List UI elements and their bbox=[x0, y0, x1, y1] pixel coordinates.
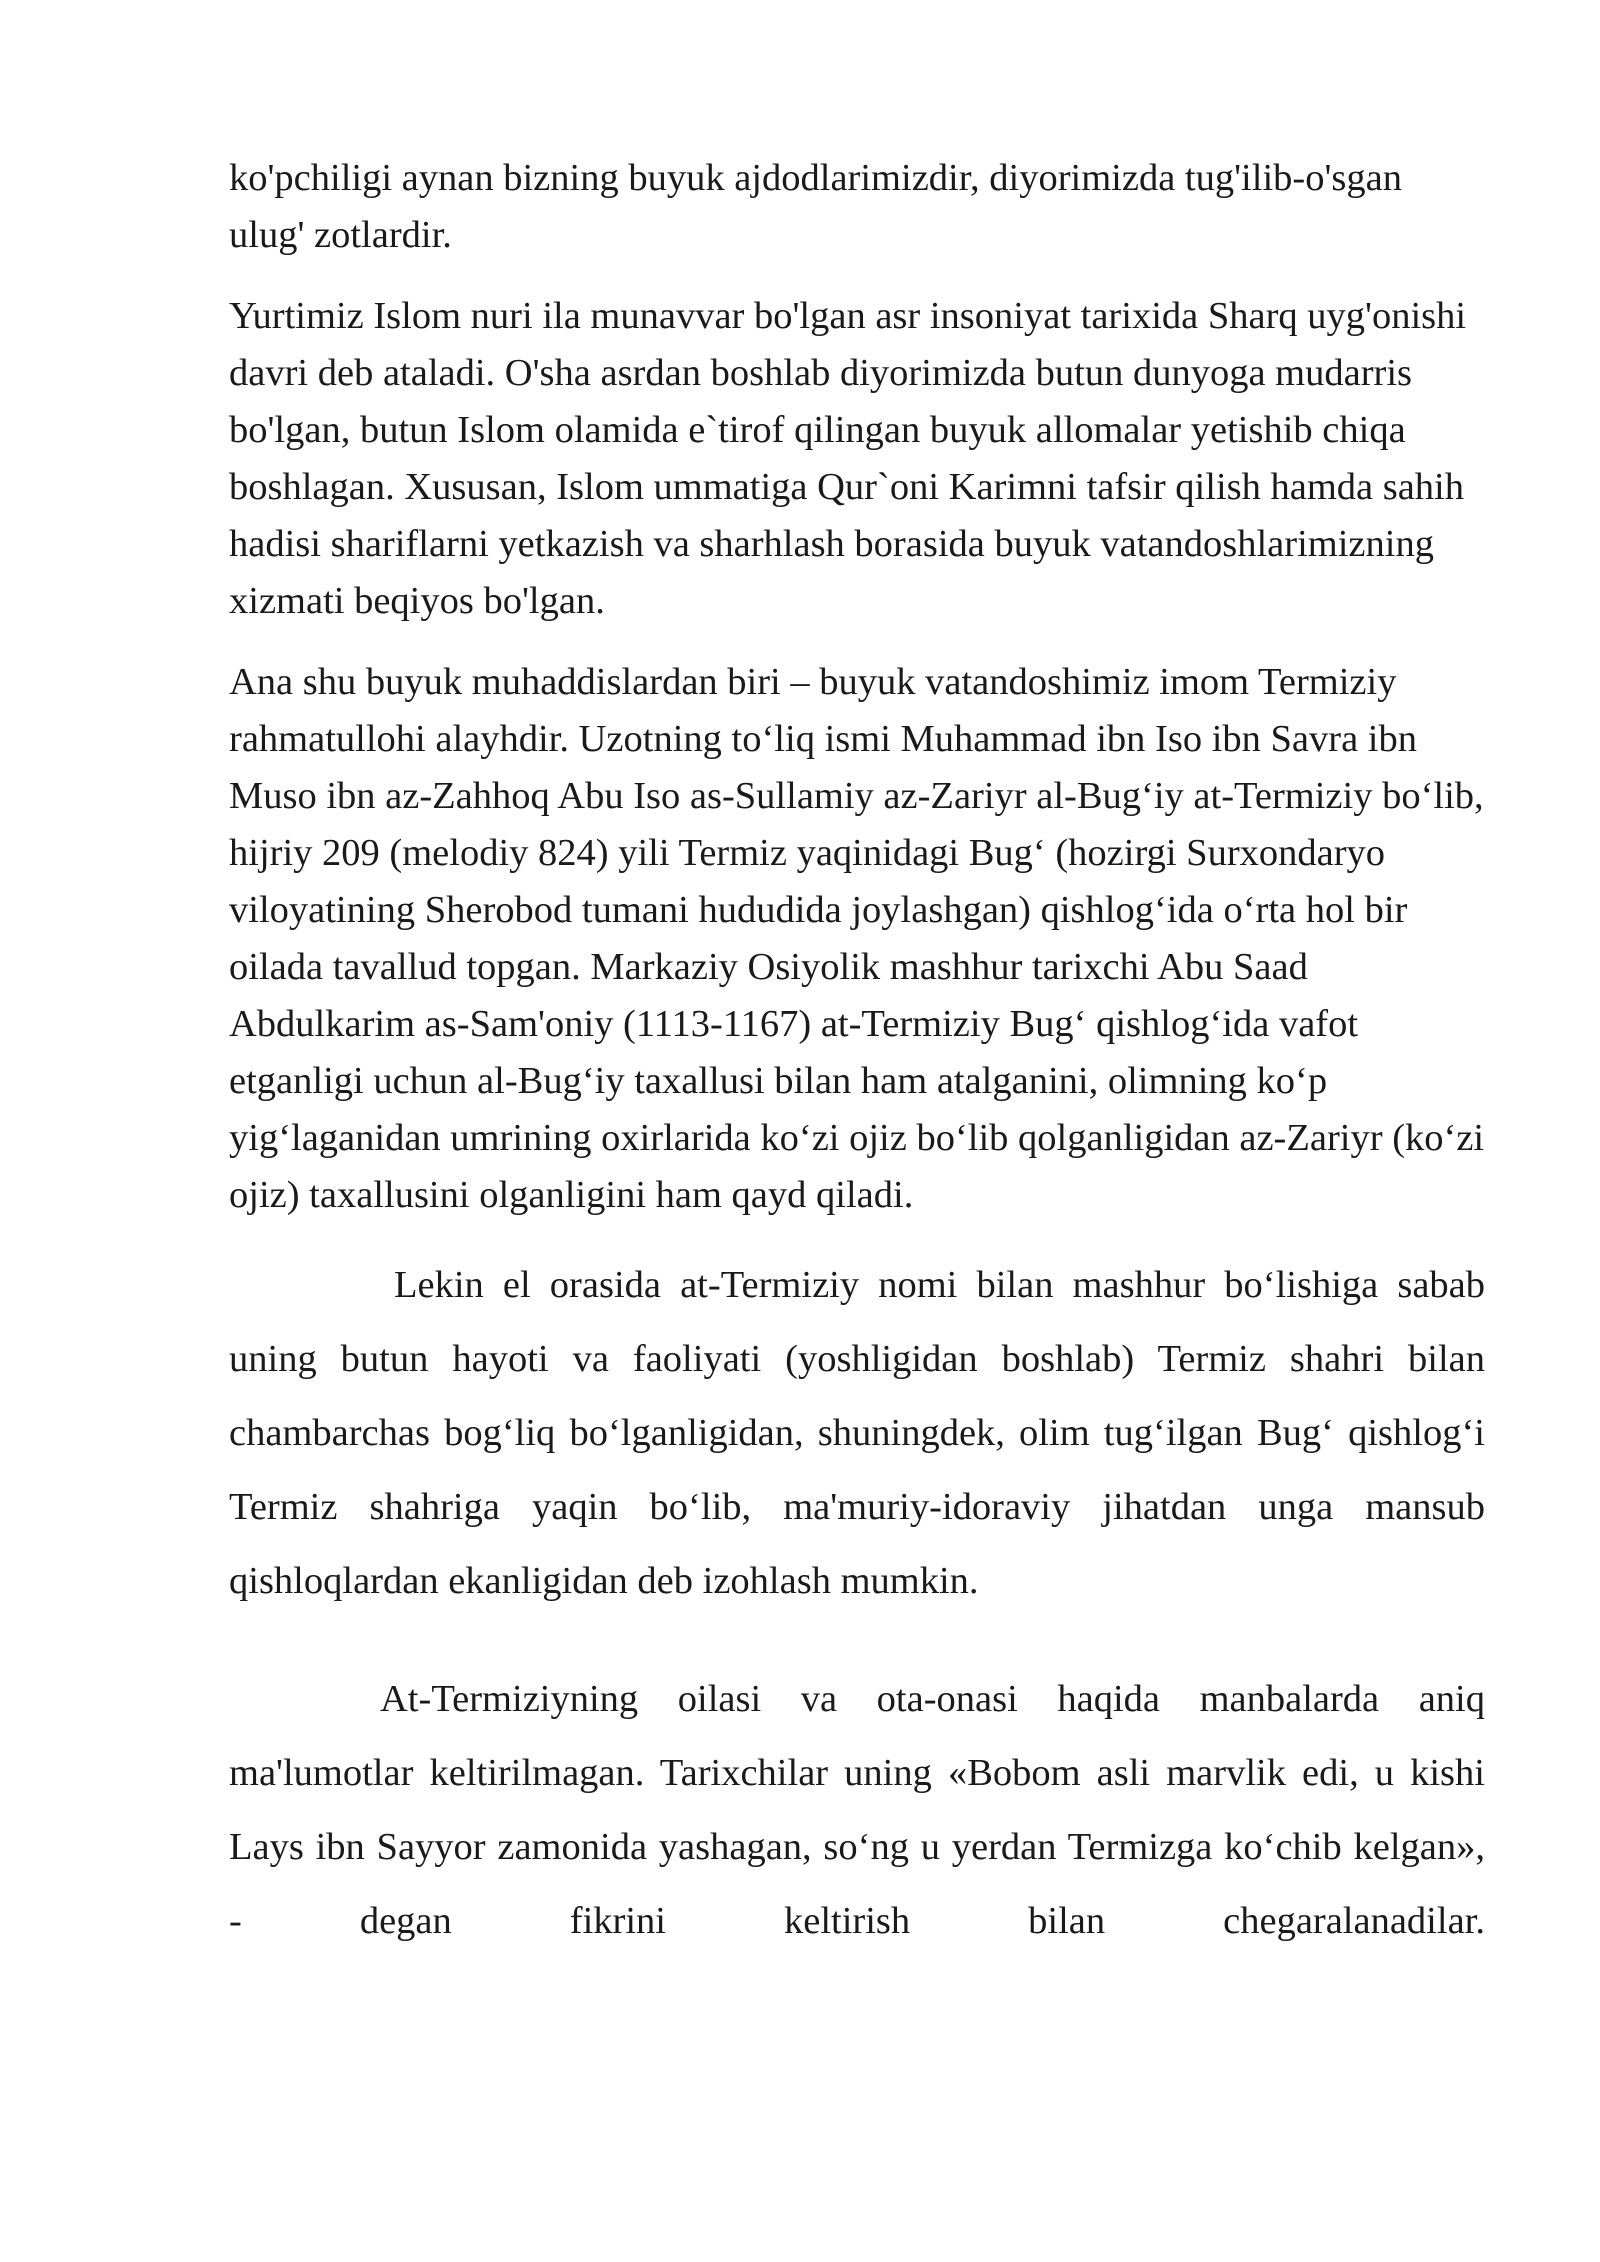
document-body bbox=[229, 150, 1485, 1958]
paragraph-5: At-Termiziyning oilasi va ota-onasi haqida manbalarda aniq ma'lumotlar keltirilmagan. Tarixchilar uning «Bobom asli marvlik edi, u kishi Lays ibn Sayyor zamonida yashagan, so‘ng u yerdan Termizga ko‘chib kelgan», - degan fikrini keltirish bilan chegaralanadilar. bbox=[229, 1678, 1485, 1942]
paragraph-4: Lekin el orasida at-Termiziy nomi bilan mashhur bo‘lishiga sabab uning butun hayoti va faoliyati (yoshligidan boshlab) Termiz shahri bilan chambarchas bog‘liq bo‘lganligidan, shuningdek, olim tug‘ilgan Bug‘ qishlog‘i Termiz shahriga yaqin bo‘lib, ma'muriy-idoraviy jihatdan unga mansub qishloqlardan ekanligidan deb izohlash mumkin. bbox=[229, 1264, 1485, 1602]
paragraph-3: Ana shu buyuk muhaddislardan biri – buyuk vatandoshimiz imom Termiziy rahmatullohi alayhdir. Uzotning to‘liq ismi Muhammad ibn Iso ibn Savra ibn Muso ibn az-Zahhoq Abu Iso as-Sullamiy az-Zariyr al-Bug‘iy at-Termiziy bo‘lib, hijriy 209 (melodiy 824) yili Termiz yaqinidagi Bug‘ (hozirgi Surxondaryo viloyatining Sherobod tumani hududida joylashgan) qishlog‘ida o‘rta hol bir oilada tavallud topgan. Markaziy Osiyolik mashhur tarixchi Abu Saad Abdulkarim as-Sam'oniy (1113-1167) at-Termiziy Bug‘ qishlog‘ida vafot etganligi uchun al-Bug‘iy taxallusi bilan ham atalganini, olimning ko‘p yig‘laganidan umrining oxirlarida ko‘zi ojiz bo‘lib qolganligidan az-Zariyr (ko‘zi ojiz) taxallusini olganligini ham qayd qiladi. bbox=[229, 661, 1485, 1216]
paragraph-1: ko'pchiligi aynan bizning buyuk ajdodlarimizdir, diyorimizda tug'ilib-o'sgan ulug' zotlardir. bbox=[229, 157, 1402, 256]
paragraph-2: Yurtimiz Islom nuri ila munavvar bo'lgan asr insoniyat tarixida Sharq uyg'onishi davri deb ataladi. O'sha asrdan boshlab diyorimizda butun dunyoga mudarris bo'lgan, butun Islom olamida e`tirof qilingan buyuk allomalar yetishib chiqa boshlagan. Xususan, Islom ummatiga Qur`oni Karimni tafsir qilish hamda sahih hadisi shariflarni yetkazish va sharhlash borasida buyuk vatandoshlarimizning xizmati beqiyos bo'lgan. bbox=[229, 295, 1467, 622]
